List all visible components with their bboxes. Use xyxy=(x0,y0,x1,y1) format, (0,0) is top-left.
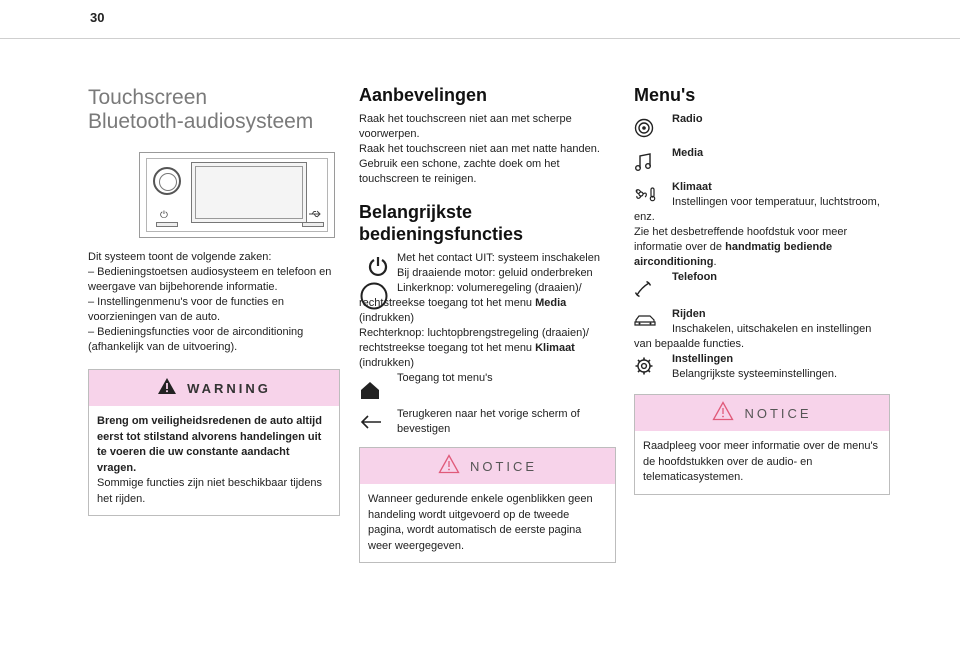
controls-heading-line2: bedieningsfuncties xyxy=(359,224,524,244)
warning-header xyxy=(89,370,339,406)
menu-phone xyxy=(634,270,890,298)
page-number: 30 xyxy=(90,10,105,25)
audio-unit-illustration xyxy=(139,152,335,238)
notice-box xyxy=(634,394,890,495)
intro-text: Dit systeem toont de volgende zaken: xyxy=(88,251,272,263)
knob-text2: (indrukken) xyxy=(359,312,415,324)
warning-triangle-icon xyxy=(157,377,177,400)
controls-heading xyxy=(359,201,616,245)
knob-text1: Linkerknop: volumeregeling (draaien)/ rechtstreekse toegang tot het menu xyxy=(359,282,582,309)
notice-box xyxy=(359,447,616,563)
driving-text: Inschakelen, uitschakelen en instellingen van bepaalde functies. xyxy=(634,323,872,350)
warning-triangle-icon xyxy=(438,454,460,479)
notice-label: NOTICE xyxy=(469,458,538,474)
power-icon: ⏻ xyxy=(160,210,168,221)
power-text2: Bij draaiende motor: geluid onderbreken xyxy=(397,267,593,279)
home-row xyxy=(359,371,616,401)
column-menus xyxy=(634,84,890,495)
warning-box xyxy=(88,369,340,516)
controls-heading-line1: Belangrijkste xyxy=(359,202,473,222)
bullet-item: – Bedieningstoetsen audiosysteem en telefoon en weergave van bijbehorende informatie. xyxy=(88,266,332,293)
warning-triangle-icon xyxy=(712,401,734,426)
warning-label: WARNING xyxy=(187,380,271,396)
phone-icon xyxy=(634,270,672,298)
settings-text: Belangrijkste systeeminstellingen. xyxy=(672,368,838,380)
notice-body xyxy=(360,484,615,562)
notice-body xyxy=(635,431,889,494)
back-text: Terugkeren naar het vorige scherm of bevestigen xyxy=(397,408,580,435)
home-icon xyxy=(359,371,397,401)
power-row xyxy=(359,251,616,281)
notice-text: Raadpleeg voor meer informatie over de menu's de hoofdstukken over de audio- en telematicasystemen. xyxy=(643,440,879,483)
climate-text: Instellingen voor temperatuur, luchtstroom, enz. xyxy=(634,196,880,223)
climate-ref-bold: handmatig bediende airconditioning xyxy=(634,241,833,268)
menu-climate xyxy=(634,180,890,270)
column-intro xyxy=(88,84,340,516)
section-title xyxy=(88,86,340,134)
menu-radio xyxy=(634,112,890,138)
knob-icon xyxy=(359,281,389,316)
fan-temperature-icon xyxy=(634,186,658,207)
recommendations-heading: Aanbevelingen xyxy=(359,85,488,105)
home-text: Toegang tot menu's xyxy=(397,372,493,384)
climate-ref-text1: Zie het desbetreffende hoofdstuk voor meer informatie over de xyxy=(634,226,848,253)
column-recommendations xyxy=(359,84,616,563)
music-note-icon xyxy=(634,146,672,172)
media-label: Media xyxy=(672,147,704,159)
knob-illustration xyxy=(153,167,181,195)
menu-media xyxy=(634,146,890,172)
car-icon xyxy=(634,313,656,332)
warning-text: Sommige functies zijn niet beschikbaar tijdens het rijden. xyxy=(97,477,323,505)
recommendation-item: Raak het touchscreen niet aan met scherpe voorwerpen. xyxy=(359,113,572,140)
power-text1: Met het contact UIT: systeem inschakelen xyxy=(397,252,600,264)
climate-ref-text2: . xyxy=(713,256,717,268)
knob-bold-klimaat: Klimaat xyxy=(535,342,575,354)
screen-illustration xyxy=(191,162,307,223)
notice-header xyxy=(635,395,889,431)
notice-text: Wanneer gedurende enkele ogenblikken geen handeling wordt uitgevoerd op de tweede pagina, wordt automatisch de eerste pagina weer weergegeven. xyxy=(368,493,593,552)
radio-label: Radio xyxy=(672,113,703,125)
back-arrow-icon xyxy=(359,407,397,437)
knob-text4: (indrukken) xyxy=(359,357,415,369)
menus-heading: Menu's xyxy=(634,85,696,105)
header-divider xyxy=(0,38,960,39)
section-title-line1: Touchscreen xyxy=(88,86,208,109)
knob-row xyxy=(359,281,616,371)
warning-body xyxy=(89,406,339,515)
notice-label: NOTICE xyxy=(744,405,812,421)
power-icon xyxy=(359,251,397,281)
bullet-item: – Instellingenmenu's voor de functies en voorzieningen van de auto. xyxy=(88,296,284,323)
warning-bold-text: Breng om veiligheidsredenen de auto altijd eerst tot stilstand alvorens handelingen uit te voeren die uw constante aandacht vragen. xyxy=(97,415,322,474)
settings-title: Instellingen xyxy=(672,353,734,365)
climate-title: Klimaat xyxy=(672,181,712,193)
usb-icon xyxy=(308,208,322,223)
phone-label: Telefoon xyxy=(672,271,718,283)
knob-text3: Rechterknop: luchtopbrengstregeling (draaien)/ rechtstreekse toegang tot het menu xyxy=(359,327,589,354)
gear-icon xyxy=(634,356,654,381)
section-title-line2: Bluetooth-audiosysteem xyxy=(88,110,314,133)
radio-icon xyxy=(634,112,672,138)
recommendation-item: Gebruik een schone, zachte doek om het touchscreen te reinigen. xyxy=(359,158,560,185)
menu-settings xyxy=(634,352,890,382)
notice-header xyxy=(360,448,615,484)
bullet-item: – Bedieningsfuncties voor de airconditioning (afhankelijk van de uitvoering). xyxy=(88,326,304,353)
back-row xyxy=(359,407,616,437)
driving-title: Rijden xyxy=(672,308,706,320)
knob-bold-media: Media xyxy=(535,297,567,309)
recommendation-item: Raak het touchscreen niet aan met natte handen. xyxy=(359,143,600,155)
menu-driving xyxy=(634,307,890,352)
